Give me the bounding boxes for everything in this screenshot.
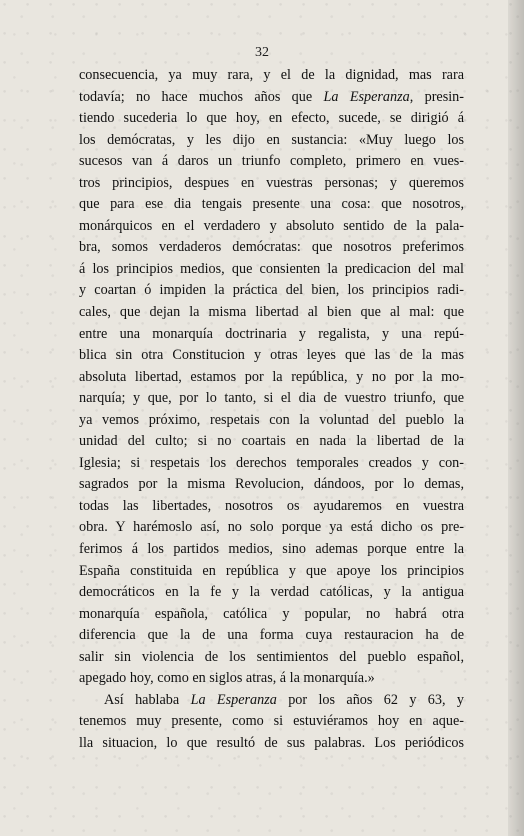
text-line: ya vemos próximo, respetais con la voluntad del pueblo la — [79, 411, 464, 428]
text-line: entre una monarquía doctrinaria y regalista, y una repú- — [79, 325, 464, 342]
text-line: apegado hoy, como en siglos atras, á la monarquía.» — [79, 670, 375, 687]
text-line: España constituida en república y que apoye los principios — [79, 562, 464, 579]
text-line: lla situacion, lo que resultó de sus palabras. Los periódicos — [79, 734, 464, 751]
text-line: tenemos muy presente, como si estuviéramos hoy en aque- — [79, 713, 464, 730]
text-line: sagrados por la misma Revolucion, dándoos, por lo demas, — [79, 476, 464, 493]
text-line: monárquicos en el verdadero y absoluto sentido de la pala- — [79, 217, 464, 234]
text-line: todas las libertades, nosotros os ayudaremos en vuestra — [79, 497, 464, 514]
text-line: y coartan ó impiden la práctica del bien, los principios radi- — [79, 282, 464, 299]
text-line: á los principios medios, que consienten la predicacion del mal — [79, 260, 464, 277]
text-line: tros principios, despues en vuestras personas; y queremos — [79, 174, 464, 191]
text-line: democráticos en la fe y la verdad católicas, y la antigua — [79, 584, 464, 601]
text-line: ferimos á los partidos medios, sino ademas porque entre la — [79, 541, 464, 558]
text-line: bra, somos verdaderos demócratas: que nosotros preferimos — [79, 239, 464, 256]
text-line: blica sin otra Constitucion y otras leyes que las de la mas — [79, 347, 464, 364]
page-number: 32 — [255, 45, 269, 60]
text-line: salir sin violencia de los sentimientos del pueblo español, — [79, 648, 464, 665]
text-line: obra. Y harémoslo así, no solo porque ya está dicho os pre- — [79, 519, 464, 536]
text-line: unidad del culto; si no coartais en nada la libertad de la — [79, 433, 464, 450]
text-line: sucesos van á daros un triunfo completo, primero en vues- — [79, 153, 464, 170]
text-line: que para ese dia tengais presente una cosa: que nosotros, — [79, 196, 464, 213]
text-line: consecuencia, ya muy rara, y el de la dignidad, mas rara — [79, 67, 464, 83]
text-line: los demócratas, y les dijo en sustancia: «Muy luego los — [79, 131, 464, 148]
text-line: narquía; y que, por lo tanto, si el dia de vuestro triunfo, que — [79, 390, 464, 407]
text-line: tiendo sucederia lo que hoy, en efecto, sucede, se dirigió á — [79, 110, 464, 127]
text-line: cales, que dejan la misma libertad al bien que al mal: que — [79, 304, 464, 321]
text-line: todavía; no hace muchos años que La Esperanza, presin- — [79, 88, 464, 105]
text-line: absoluta libertad, estamos por la república, y no por la mo- — [79, 368, 464, 385]
text-line: Así hablaba La Esperanza por los años 62 y 63, y — [104, 691, 464, 708]
text-line: diferencia que la de una forma cuya restauracion ha de — [79, 627, 464, 644]
text-line: Iglesia; si respetais los derechos temporales creados y con- — [79, 454, 464, 471]
page-edge-shadow — [508, 0, 524, 836]
text-line: monarquía española, católica y popular, no habrá otra — [79, 605, 464, 622]
body-text — [79, 65, 464, 755]
